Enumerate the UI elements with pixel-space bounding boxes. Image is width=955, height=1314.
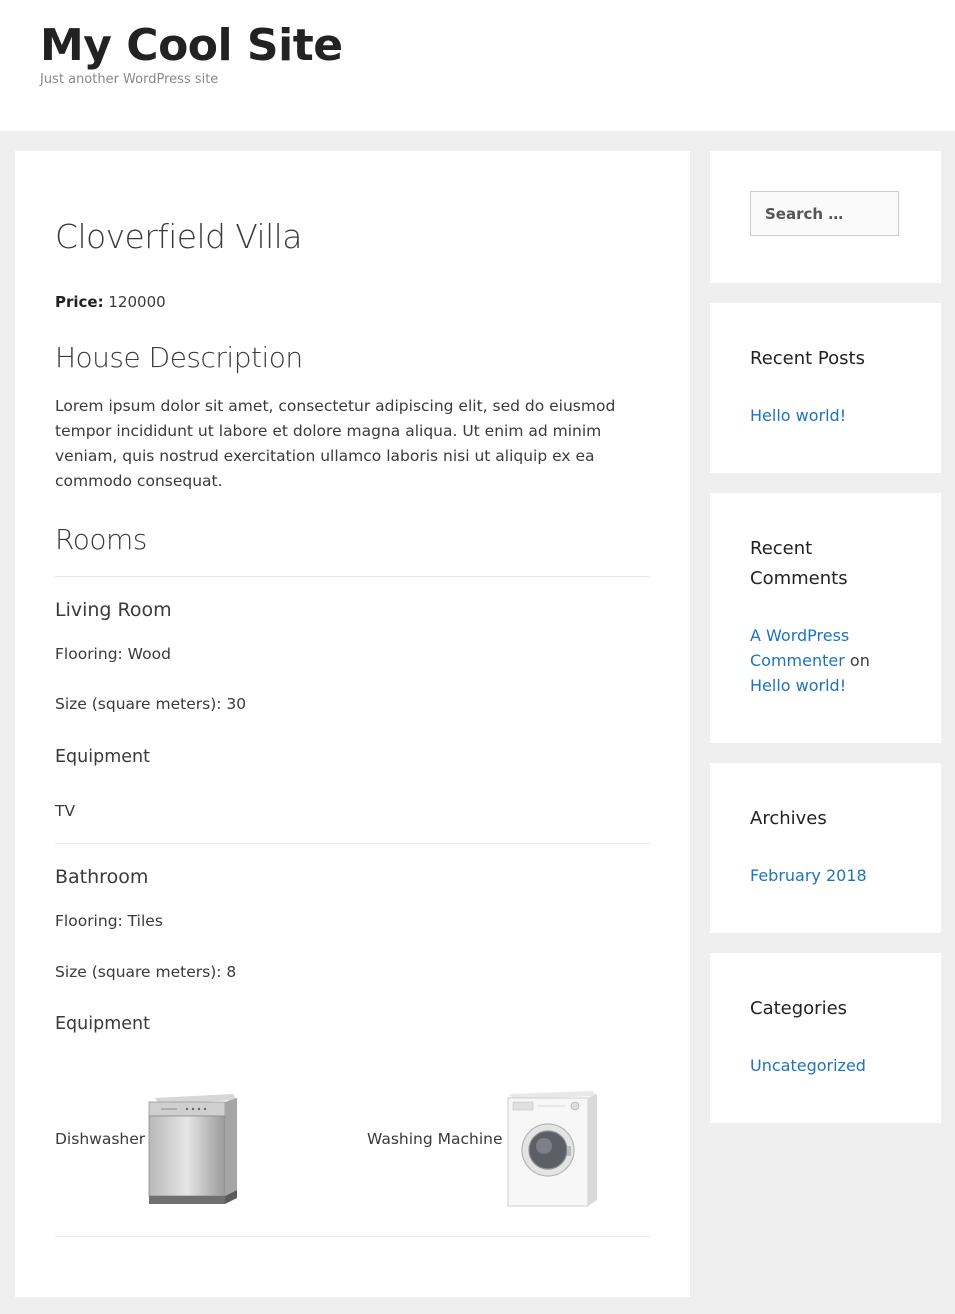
room-title: Bathroom: [55, 866, 149, 888]
rooms-heading: Rooms: [55, 523, 147, 556]
description-heading: House Description: [55, 341, 303, 374]
room-size: Size (square meters): 8: [55, 963, 237, 981]
washing-machine-image: [505, 1090, 600, 1210]
equipment-heading: Equipment: [55, 747, 150, 767]
categories-list: [750, 1053, 910, 1078]
comment-post-link[interactable]: Hello world!: [750, 676, 847, 695]
categories-widget: [710, 953, 941, 1123]
archives-title: Archives: [750, 808, 827, 829]
divider: [55, 576, 650, 577]
room-flooring: Flooring: Tiles: [55, 912, 163, 930]
site-title[interactable]: My Cool Site: [40, 20, 343, 71]
recent-comment-entry: [750, 623, 880, 698]
site-tagline: Just another WordPress site: [40, 72, 219, 87]
search-input[interactable]: [750, 191, 899, 236]
category-link[interactable]: Uncategorized: [750, 1056, 866, 1075]
recent-posts-title: Recent Posts: [750, 348, 865, 369]
site-header: [0, 0, 955, 131]
main-content: [15, 151, 690, 1297]
post-title: Cloverfield Villa: [55, 217, 302, 256]
divider: [55, 1236, 650, 1237]
equipment-item: Dishwasher: [55, 1130, 146, 1148]
recent-posts-list: [750, 403, 910, 428]
equipment-heading: Equipment: [55, 1014, 150, 1034]
equipment-item: Washing Machine: [367, 1130, 503, 1148]
archives-widget: [710, 763, 941, 933]
room-flooring: Flooring: Wood: [55, 645, 171, 663]
room-size: Size (square meters): 30: [55, 695, 247, 713]
recent-post-link[interactable]: Hello world!: [750, 406, 847, 425]
price-value: 120000: [108, 293, 166, 311]
equipment-item: TV: [55, 802, 76, 820]
comment-on-text: on: [849, 651, 870, 670]
categories-title: Categories: [750, 998, 848, 1019]
dishwasher-image: [147, 1092, 239, 1208]
divider: [55, 843, 650, 844]
archive-link[interactable]: February 2018: [750, 866, 867, 885]
price-label: Price:: [55, 293, 104, 311]
recent-comments-title: Recent Comments: [750, 538, 848, 589]
recent-comments-widget: [710, 493, 941, 743]
archives-list: [750, 863, 910, 888]
recent-posts-widget: [710, 303, 941, 473]
room-title: Living Room: [55, 599, 172, 621]
search-widget: [710, 151, 941, 283]
comment-author-link[interactable]: A WordPress Commenter: [750, 626, 850, 670]
description-text: Lorem ipsum dolor sit amet, consectetur adipiscing elit, sed do eiusmod tempor incididunt ut labore et dolore magna aliqua. Ut enim ad minim veniam, quis nostrud exercitation ullamco laboris nisi ut aliquip ex ea commodo consequat.: [55, 397, 616, 490]
price: [55, 291, 166, 313]
